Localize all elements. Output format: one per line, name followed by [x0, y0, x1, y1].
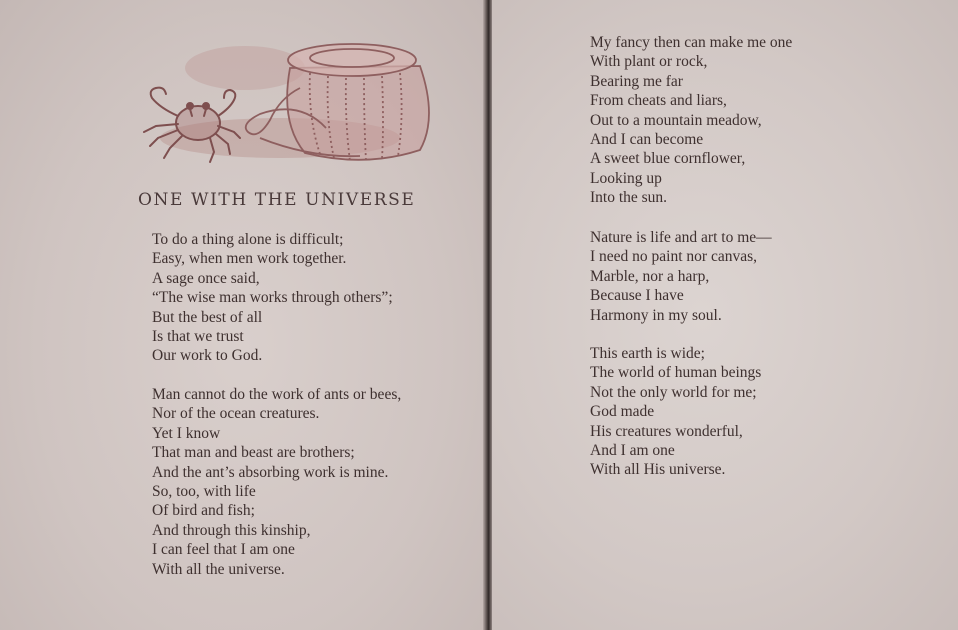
- poem-line: This earth is wide;: [590, 345, 705, 362]
- poem-line: Out to a mountain meadow,: [590, 111, 762, 129]
- stanza-right-2: [590, 228, 772, 325]
- poem-line: Marble, nor a harp,: [590, 267, 710, 285]
- poem-title: ONE WITH THE UNIVERSE: [138, 190, 416, 210]
- poem-line: Bearing me far: [590, 72, 683, 90]
- poem-line: But the best of all: [152, 308, 263, 326]
- poem-line: Nature is life and art to me—: [590, 229, 772, 246]
- poem-line: I need no paint nor canvas,: [590, 248, 757, 266]
- poem-line: Of bird and fish;: [152, 502, 255, 520]
- poem-line: The world of human beings: [590, 364, 762, 382]
- poem-line: And the ant’s absorbing work is mine.: [152, 463, 389, 481]
- poem-line: So, too, with life: [152, 482, 256, 500]
- poem-illustration: [130, 28, 440, 173]
- poem-line: And I can become: [590, 130, 704, 148]
- stanza-left-2: [152, 385, 401, 579]
- poem-line: With all His universe.: [590, 461, 726, 479]
- poem-line: Yet I know: [152, 424, 221, 442]
- poem-line: Looking up: [590, 169, 662, 187]
- poem-line: Into the sun.: [590, 189, 668, 207]
- poem-line: With plant or rock,: [590, 53, 708, 71]
- stanza-left-1: [152, 230, 393, 366]
- poem-line: Is that we trust: [152, 327, 244, 345]
- poem-line: A sage once said,: [152, 269, 260, 287]
- poem-line: Nor of the ocean creatures.: [152, 405, 320, 423]
- poem-line: Easy, when men work together.: [152, 250, 347, 268]
- stanza-right-3: [590, 344, 761, 480]
- poem-line: Harmony in my soul.: [590, 306, 722, 324]
- poem-line: I can feel that I am one: [152, 541, 295, 559]
- poem-line: “The wise man works through others”;: [152, 289, 393, 307]
- poem-line: With all the universe.: [152, 560, 285, 578]
- poem-line: God made: [590, 403, 655, 421]
- poem-line: Man cannot do the work of ants or bees,: [152, 386, 402, 403]
- poem-line: To do a thing alone is difficult;: [152, 231, 344, 248]
- poem-line: Not the only world for me;: [590, 383, 757, 401]
- poem-line: Our work to God.: [152, 347, 263, 365]
- poem-line: And through this kinship,: [152, 521, 311, 539]
- poem-line: His creatures wonderful,: [590, 422, 743, 440]
- stanza-right-1: [590, 33, 792, 208]
- poem-line: That man and beast are brothers;: [152, 444, 355, 462]
- poem-line: Because I have: [590, 287, 684, 305]
- poem-line: And I am one: [590, 441, 675, 459]
- poem-line: My fancy then can make me one: [590, 34, 793, 51]
- poem-line: From cheats and liars,: [590, 92, 727, 110]
- poem-line: A sweet blue cornflower,: [590, 150, 746, 168]
- right-page: [492, 0, 958, 630]
